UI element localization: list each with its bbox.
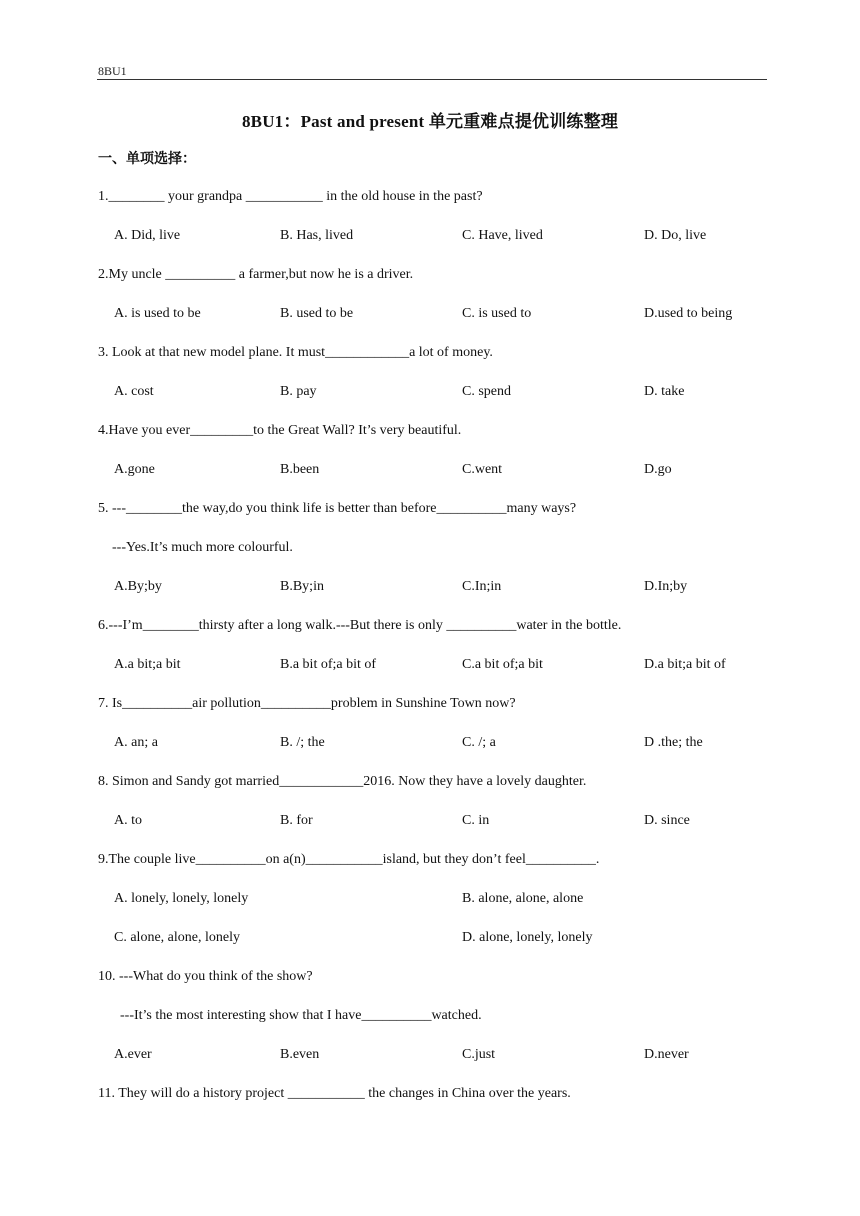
option-b: B. Has, lived — [280, 228, 354, 243]
option-a: A. is used to be — [114, 306, 201, 321]
option-c: C. spend — [462, 384, 511, 399]
option-a: A. to — [114, 813, 142, 828]
page-title: 8BU1：Past and present 单元重难点提优训练整理 — [241, 112, 619, 131]
option-c: C. in — [462, 813, 490, 828]
option-d: D. Do, live — [644, 228, 707, 243]
question-stem: 7. Is__________air pollution__________problem in Sunshine Town now? — [98, 696, 516, 711]
option-d: D. since — [644, 813, 690, 828]
question-stem: 5. ---________the way,do you think life is better than before__________many ways? — [98, 501, 577, 516]
option-a: A.gone — [114, 462, 155, 477]
option-b: B. pay — [280, 384, 317, 399]
running-header: 8BU1 — [98, 64, 127, 78]
option-c: C. Have, lived — [462, 228, 543, 243]
question-stem: 4.Have you ever_________to the Great Wall? It’s very beautiful. — [98, 423, 462, 438]
option-c: C. is used to — [462, 306, 532, 321]
question-stem: 1.________ your grandpa ___________ in the old house in the past? — [98, 189, 483, 204]
option-row — [98, 303, 778, 342]
option-b: B. for — [280, 813, 313, 828]
question-stem: 10. ---What do you think of the show? — [98, 969, 313, 984]
option-d: D.used to being — [644, 306, 733, 321]
question-stem: 8. Simon and Sandy got married____________2016. Now they have a lovely daughter. — [98, 774, 587, 789]
option-b: B. alone, alone, alone — [462, 891, 584, 906]
option-b: B.even — [280, 1047, 320, 1062]
option-row — [98, 888, 778, 927]
option-row — [98, 381, 778, 420]
option-row — [98, 654, 778, 693]
option-c: C.went — [462, 462, 503, 477]
option-a: A. Did, live — [114, 228, 181, 243]
option-c: C. alone, alone, lonely — [114, 930, 240, 945]
option-a: A. cost — [114, 384, 154, 399]
option-b: B.been — [280, 462, 320, 477]
option-a: A.a bit;a bit — [114, 657, 181, 672]
option-c: C.just — [462, 1047, 496, 1062]
option-c: C.In;in — [462, 579, 502, 594]
option-b: B.By;in — [280, 579, 324, 594]
question-stem: 3. Look at that new model plane. It must____________a lot of money. — [98, 345, 493, 360]
option-d: D.a bit;a bit of — [644, 657, 726, 672]
option-row — [98, 459, 778, 498]
question-stem: 2.My uncle __________ a farmer,but now he is a driver. — [98, 267, 414, 282]
option-b: B. used to be — [280, 306, 354, 321]
option-row — [98, 927, 778, 966]
question-list — [98, 186, 778, 1122]
option-a: A.By;by — [114, 579, 162, 594]
option-b: B. /; the — [280, 735, 325, 750]
option-a: A. lonely, lonely, lonely — [114, 891, 249, 906]
option-a: A. an; a — [114, 735, 158, 750]
question-stem: 9.The couple live__________on a(n)___________island, but they don’t feel__________. — [98, 852, 600, 867]
option-c: C. /; a — [462, 735, 496, 750]
option-row — [98, 1044, 778, 1083]
option-d: D.In;by — [644, 579, 688, 594]
option-d: D .the; the — [644, 735, 703, 750]
question-stem-continued: ---It’s the most interesting show that I have__________watched. — [120, 1008, 482, 1023]
option-b: B.a bit of;a bit of — [280, 657, 377, 672]
option-row — [98, 576, 778, 615]
header-divider — [97, 79, 767, 80]
option-d: D. alone, lonely, lonely — [462, 930, 593, 945]
option-row — [98, 732, 778, 771]
option-d: D.never — [644, 1047, 689, 1062]
section-heading: 一、单项选择： — [98, 152, 196, 167]
question-stem-continued: ---Yes.It’s much more colourful. — [112, 540, 293, 555]
option-d: D. take — [644, 384, 685, 399]
option-a: A.ever — [114, 1047, 152, 1062]
question-stem: 11. They will do a history project ___________ the changes in China over the years. — [98, 1086, 571, 1101]
option-row — [98, 810, 778, 849]
question-stem: 6.---I’m________thirsty after a long walk.---But there is only __________water in the bottle. — [98, 618, 622, 633]
option-d: D.go — [644, 462, 672, 477]
option-row — [98, 225, 778, 264]
option-c: C.a bit of;a bit — [462, 657, 543, 672]
